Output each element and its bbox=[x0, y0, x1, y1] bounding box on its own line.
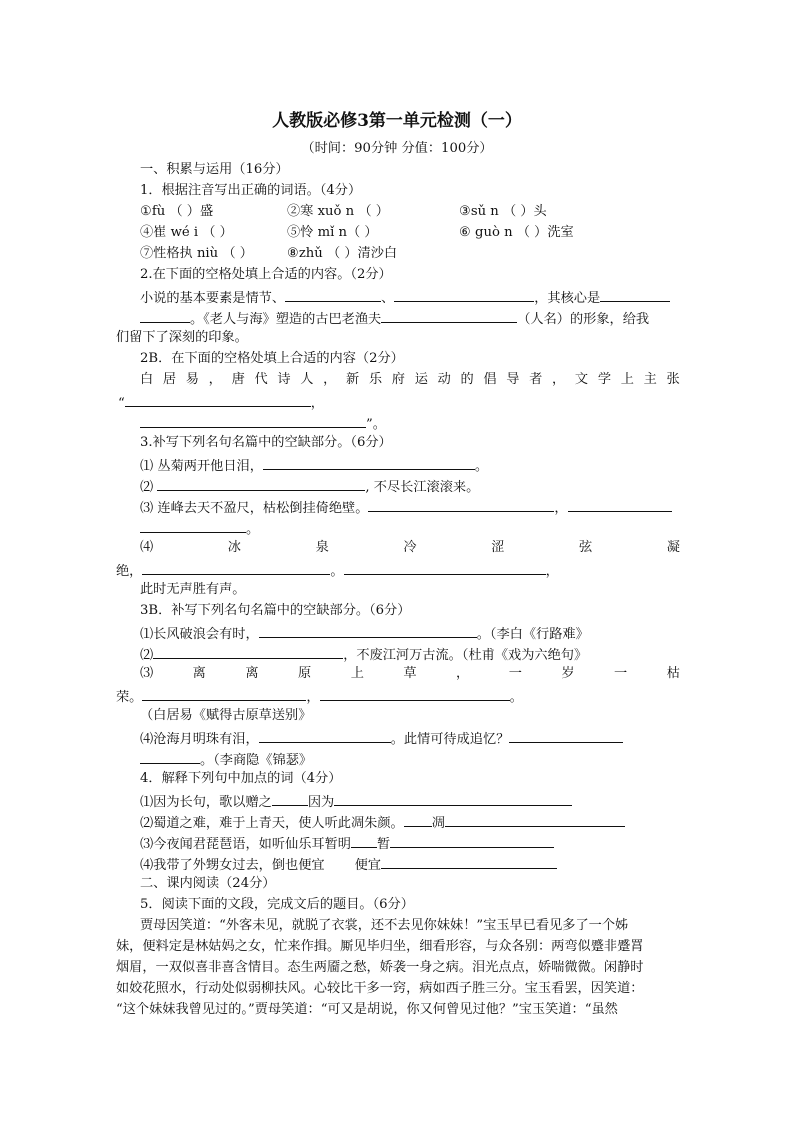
q3-item-3-text: ⑶ 连峰去天不盈尺，枯松倒挂倚绝壁。 bbox=[140, 501, 369, 516]
q3b-char: 一 bbox=[508, 666, 522, 681]
q4-item-1-text: ⑴因为长句，歌以赠之 bbox=[140, 795, 272, 810]
q4-item-3-word: 暂 bbox=[377, 837, 391, 852]
q2b-char: 新 bbox=[346, 372, 360, 387]
q3-item-1-text: ⑴ 丛菊两开他日泪， bbox=[140, 459, 263, 474]
q5-passage-line-2: 妹，便料定是林姑妈之女，忙来作揖。厮见毕归坐，细看形容，与众各别：两弯似蹙非蹙罥 bbox=[116, 939, 644, 954]
q3-period-2: 。 bbox=[246, 522, 260, 537]
q3b-blank-6[interactable] bbox=[509, 728, 623, 743]
q3-period: 。 bbox=[474, 459, 489, 474]
q2b-heading: 2B．在下面的空格处填上合适的内容（2分） bbox=[140, 351, 404, 366]
q3-heading: 3.补写下列名句名篇中的空缺部分。（6分） bbox=[140, 435, 392, 450]
q4-item-4-text: ⑷我带了外甥女过去，倒也便宜 bbox=[140, 858, 325, 873]
q3-item-2-text: , 不尽长江滚滚来。 bbox=[365, 480, 480, 495]
q2b-char: 的 bbox=[460, 372, 474, 387]
q2b-char: 乐 bbox=[368, 372, 383, 387]
q3-char: ⑷ bbox=[140, 540, 154, 555]
q3-period-3: 。 bbox=[330, 564, 344, 579]
q2-blank-4[interactable] bbox=[140, 308, 190, 323]
q4-item-2 bbox=[140, 812, 625, 833]
q4-blank-6[interactable] bbox=[390, 833, 554, 848]
q3b-item-1-text: ⑴长风破浪会有时， bbox=[140, 627, 259, 642]
q2-text-b: ，其核心是 bbox=[534, 291, 601, 306]
q3b-item-4-cont bbox=[140, 749, 312, 770]
q3b-char: 上 bbox=[350, 666, 364, 681]
q3b-char: 离 bbox=[245, 666, 259, 681]
q5-heading: 5．阅读下面的文段，完成文后的题目。（6分） bbox=[140, 897, 414, 912]
q3b-period: 。 bbox=[509, 690, 523, 705]
q1-item-6: ⑥ guò n （ ）洗室 bbox=[459, 225, 574, 240]
q3b-char: 草 bbox=[403, 666, 417, 681]
q3-char: 冰 bbox=[227, 540, 241, 555]
q3b-blank-4[interactable] bbox=[320, 686, 510, 701]
q1-item-4: ④崔 wé i （ ） bbox=[140, 225, 233, 240]
q2-text-c: 。《老人与海》塑造的古巴老渔夫 bbox=[190, 312, 382, 327]
q3b-char: 离 bbox=[192, 666, 206, 681]
q2b-char: 文 bbox=[574, 372, 589, 387]
q3-char: 凝 bbox=[666, 540, 680, 555]
q2b-char: 倡 bbox=[483, 372, 497, 387]
q3-item-4-end: 此时无声胜有声。 bbox=[140, 582, 246, 597]
q1-item-5: ⑤怜 mǐ n（ ） bbox=[287, 225, 378, 240]
q2b-close-quote: ”。 bbox=[366, 417, 386, 432]
q3-char: 泉 bbox=[315, 540, 329, 555]
q3b-heading: 3B．补写下列名句名篇中的空缺部分。（6分） bbox=[140, 603, 411, 618]
q3b-char: 岁 bbox=[561, 666, 575, 681]
q2b-line-3 bbox=[140, 413, 386, 434]
q3b-blank-7[interactable] bbox=[140, 749, 200, 764]
q3-item-4-cont bbox=[116, 560, 559, 581]
q3b-comma: ， bbox=[306, 690, 320, 705]
q5-passage-line-3: 烟眉，一双似喜非喜含情目。态生两靥之愁，娇袭一身之病。泪光点点，娇喘微微。闲静时 bbox=[116, 960, 644, 975]
section-2-heading: 二、课内阅读（24分） bbox=[140, 876, 276, 891]
q2-line-2 bbox=[140, 308, 649, 329]
q3-item-3-cont bbox=[140, 518, 259, 539]
q4-item-4-word: 便宜 bbox=[354, 858, 381, 873]
q2-line-3: 们留下了深刻的印象。 bbox=[116, 330, 248, 345]
q2b-blank-1[interactable] bbox=[125, 392, 311, 407]
q2b-open-quote: “ bbox=[118, 396, 125, 411]
q3b-blank-3[interactable] bbox=[142, 686, 306, 701]
q2b-char: 张 bbox=[666, 372, 680, 387]
exam-subtitle: （时间：90分钟 分值：100分） bbox=[301, 141, 493, 156]
q3-blank-3[interactable] bbox=[368, 497, 554, 512]
q3b-num-2: ⑵ bbox=[140, 648, 154, 663]
q3b-item-4-source: 。（李商隐《锦瑟》 bbox=[200, 753, 313, 768]
q2-blank-5[interactable] bbox=[381, 308, 517, 323]
q2-text-d: （人名）的形象，给我 bbox=[517, 312, 650, 327]
q3-item-2 bbox=[140, 476, 479, 497]
q3-blank-1[interactable] bbox=[263, 455, 475, 470]
q3b-char: 一 bbox=[614, 666, 628, 681]
q2-line-1 bbox=[140, 287, 670, 308]
q2b-char: 动 bbox=[437, 372, 451, 387]
q4-blank-1[interactable] bbox=[272, 791, 308, 806]
q3-blank-4[interactable] bbox=[568, 497, 672, 512]
q4-blank-3[interactable] bbox=[404, 812, 432, 827]
q2-blank-3[interactable] bbox=[600, 287, 670, 302]
q3b-item-3 bbox=[140, 665, 680, 683]
q3b-item-4-mid: 。此情可待成追忆？ bbox=[390, 732, 510, 747]
q3-item-3 bbox=[140, 497, 672, 518]
q1-item-3: ③sǔ n （ ）头 bbox=[459, 204, 547, 219]
q3b-blank-2[interactable] bbox=[153, 644, 343, 659]
q3b-item-1 bbox=[140, 623, 589, 644]
q2b-char: 上 bbox=[620, 372, 634, 387]
q3b-char: ⑶ bbox=[140, 666, 154, 681]
q3-item-4 bbox=[140, 539, 680, 557]
q4-item-1-word: 因为 bbox=[307, 795, 335, 810]
q1-heading: 1．根据注音写出正确的词语。（4分） bbox=[140, 183, 362, 198]
q3-comma-2: ， bbox=[545, 564, 559, 579]
q2-blank-2[interactable] bbox=[394, 287, 534, 302]
q2-blank-1[interactable] bbox=[285, 287, 381, 302]
q4-item-3 bbox=[140, 833, 554, 854]
q2b-char: 府 bbox=[391, 372, 405, 387]
q1-item-7: ⑦性格执 niù （ ） bbox=[140, 246, 253, 261]
section-1-heading: 一、积累与运用（16分） bbox=[140, 162, 289, 177]
q3b-item-4-text: ⑷沧海月明珠有泪， bbox=[140, 732, 259, 747]
q3-char: 涩 bbox=[491, 540, 505, 555]
q2-text-a: 小说的基本要素是情节、 bbox=[140, 291, 286, 306]
q3-comma: ， bbox=[554, 501, 568, 516]
q2b-char: 白 bbox=[140, 372, 154, 387]
q3-char: 弦 bbox=[578, 540, 593, 555]
q4-blank-7[interactable] bbox=[381, 854, 557, 869]
q2b-char: 唐 bbox=[231, 372, 245, 387]
q2b-char: ， bbox=[552, 372, 566, 387]
q3-blank-6[interactable] bbox=[142, 560, 330, 575]
q5-passage-line-4: 如姣花照水，行动处似弱柳扶风。心较比干多一窍，病如西子胜三分。宝玉看罢，因笑道： bbox=[116, 981, 644, 996]
q2b-char: 代 bbox=[254, 372, 268, 387]
q3b-char: 枯 bbox=[666, 666, 680, 681]
q5-passage-line-5: “这个妹妹我曾见过的。”贾母笑道：“可又是胡说，你又何曾见过他？”宝玉笑道：“虽然 bbox=[116, 1002, 618, 1017]
q4-blank-2[interactable] bbox=[334, 791, 572, 806]
q3-item-1 bbox=[140, 455, 488, 476]
q2b-line-2 bbox=[118, 392, 324, 413]
q3b-item-4 bbox=[140, 728, 623, 749]
q3b-item-1-source: 。（李白《行路难》 bbox=[476, 627, 589, 642]
q1-item-1: ①fù （ ）盛 bbox=[140, 204, 214, 219]
q2b-char: 者 bbox=[529, 372, 543, 387]
q3b-blank-5[interactable] bbox=[259, 728, 391, 743]
q3b-item-3-text: 荣。 bbox=[116, 690, 143, 705]
q3-blank-5[interactable] bbox=[140, 518, 246, 533]
q2-sep: 、 bbox=[381, 291, 395, 306]
q3b-item-2-text: ，不废江河万古流。（杜甫《戏为六绝句》 bbox=[343, 648, 588, 663]
q3b-item-3-source: （白居易《赋得古原草送别》 bbox=[140, 708, 312, 723]
q2b-char: 运 bbox=[414, 372, 428, 387]
page-title: 人教版必修3第一单元检测（一） bbox=[272, 111, 522, 131]
q2-heading: 2.在下面的空格处填上合适的内容。（2分） bbox=[140, 267, 392, 282]
q3-item-4-text: 绝， bbox=[116, 564, 143, 579]
q4-item-1 bbox=[140, 791, 572, 812]
q3b-char: ， bbox=[456, 666, 470, 681]
q4-item-3-text: ⑶今夜闻君琵琶语，如听仙乐耳暂明 bbox=[140, 837, 351, 852]
q4-item-2-text: ⑵蜀道之难，难于上青天，使人听此凋朱颜。 bbox=[140, 816, 404, 831]
q2b-blank-2[interactable] bbox=[140, 413, 366, 428]
q2b-char: 居 bbox=[162, 372, 177, 387]
q3-char: 冷 bbox=[403, 540, 417, 555]
q2b-char: 导 bbox=[506, 372, 520, 387]
q4-item-4 bbox=[140, 854, 557, 875]
q3b-item-3-cont bbox=[116, 686, 523, 707]
q2b-line-1 bbox=[140, 371, 680, 389]
q3-blank-7[interactable] bbox=[344, 560, 546, 575]
q2b-char: 诗 bbox=[277, 372, 291, 387]
q2b-char: 人 bbox=[300, 372, 314, 387]
q3b-blank-1[interactable] bbox=[259, 623, 477, 638]
q4-blank-4[interactable] bbox=[445, 812, 625, 827]
q2b-comma: ， bbox=[310, 396, 324, 411]
q1-item-8: ⑧zhǔ （ ）清沙白 bbox=[287, 246, 398, 261]
q3b-char: 原 bbox=[298, 666, 312, 681]
q3-num-2: ⑵ bbox=[140, 480, 158, 495]
q3-blank-2[interactable] bbox=[157, 476, 365, 491]
q1-item-2: ②寒 xuǒ n （ ） bbox=[287, 204, 389, 219]
q5-passage-line-1: 贾母因笑道：“外客未见，就脱了衣裳，还不去见你妹妹！”宝玉早已看见多了一个姊 bbox=[140, 918, 629, 933]
q3b-item-2 bbox=[140, 644, 587, 665]
q4-heading: 4．解释下列句中加点的词（4分） bbox=[140, 771, 342, 786]
q2b-char: ， bbox=[323, 372, 337, 387]
q2b-char: 易 bbox=[185, 372, 199, 387]
q4-blank-5[interactable] bbox=[351, 833, 377, 848]
q2b-char: ， bbox=[208, 372, 222, 387]
q4-item-2-word: 凋 bbox=[431, 816, 445, 831]
q2b-char: 主 bbox=[643, 372, 657, 387]
q2b-char: 学 bbox=[597, 372, 611, 387]
